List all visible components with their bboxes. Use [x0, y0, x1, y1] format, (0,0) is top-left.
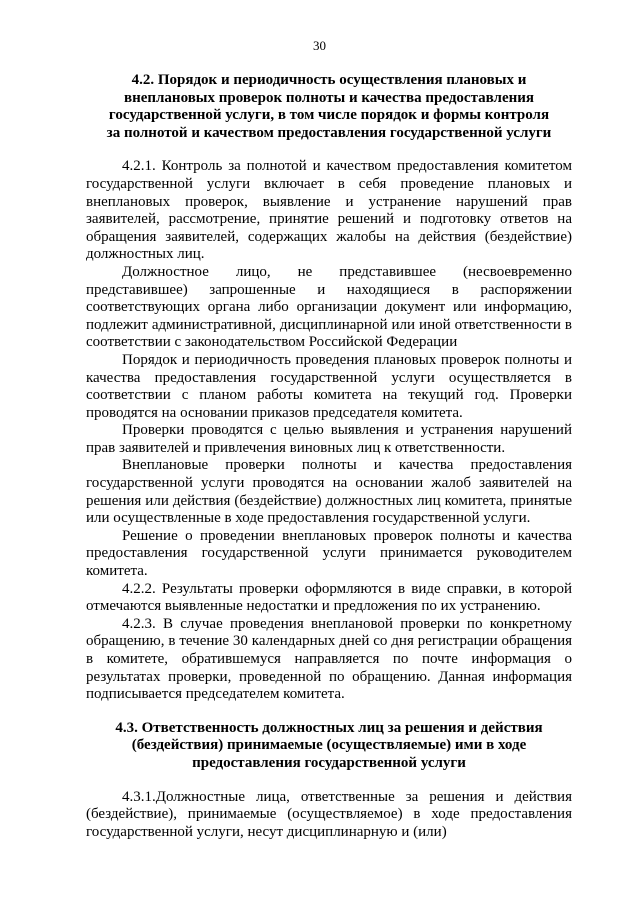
heading-line: 4.3. Ответственность должностных лиц за решения и действия — [115, 719, 543, 736]
paragraph-4-2-2: 4.2.2. Результаты проверки оформляются в виде справки, в которой отмечаются выявленные недостатки и предложения по их устранению. — [86, 580, 572, 615]
section-4-2-heading — [86, 72, 572, 142]
heading-line: 4.2. Порядок и периодичность осуществления плановых и — [131, 72, 527, 88]
heading-line: государственной услуги, в том числе порядок и формы контроля — [108, 107, 550, 124]
paragraph-unscheduled-decision: Решение о проведении внеплановых проверок полноты и качества предоставления государственной услуги принимается руководителем комитета. — [86, 527, 572, 580]
paragraph-official-responsibility: Должностное лицо, не представившее (несвоевременно представившее) запрошенные и находящиеся в распоряжении соответствующих органа либо организации документ или информацию, подлежит административной, дисциплинарной или иной ответственности в соответствии с законодательством Российской Федерации — [86, 263, 572, 351]
paragraph-4-3-1: 4.3.1.Должностные лица, ответственные за решения и действия (бездействие), принимаемые (осуществляемое) в ходе предоставления государственной услуги, несут дисциплинарную и (или) — [86, 788, 572, 840]
paragraph-planned-checks: Порядок и периодичность проведения плановых проверок полноты и качества предоставления государственной услуги осуществляется в соответствии с планом работы комитета на текущий год. Проверки проводятся на основании приказов председателя комитета. — [86, 351, 572, 421]
paragraph-4-2-3: 4.2.3. В случае проведения внеплановой проверки по конкретному обращению, в течение 30 календарных дней со дня регистрации обращения в комитете, обратившемуся направляется по почте информация о результатах проверки, проведенной по обращению. Данная информация подписывается председателем комитета. — [86, 615, 572, 703]
page-number: 30 — [313, 38, 326, 53]
document-page — [86, 40, 572, 841]
heading-line: (бездействия) принимаемые (осуществляемые) ими в ходе — [131, 737, 527, 754]
heading-line: за полнотой и качеством предоставления государственной услуги — [106, 124, 552, 141]
paragraph-4-2-1: 4.2.1. Контроль за полнотой и качеством предоставления комитетом государственной услуги включает в себя проведение плановых и внеплановых проверок, выявление и устранение нарушений прав заявителей, рассмотрение, принятие решений и подготовку ответов на обращения заявителей, содержащих жалобы на действия (бездействие) должностных лиц. — [86, 158, 572, 263]
heading-line: внеплановых проверок полноты и качества предоставления — [123, 89, 535, 106]
paragraph-unscheduled-checks: Внеплановые проверки полноты и качества предоставления государственной услуги проводятся на основании жалоб заявителей на решения или действия (бездействие) должностных лиц комитета, принятые или осуществленные в ходе предоставления государственной услуги. — [86, 457, 572, 527]
paragraph-checks-purpose: Проверки проводятся с целью выявления и устранения нарушений прав заявителей и привлечения виновных лиц к ответственности. — [86, 422, 572, 456]
heading-line: предоставления государственной услуги — [192, 754, 466, 771]
section-4-3-heading — [86, 720, 572, 773]
